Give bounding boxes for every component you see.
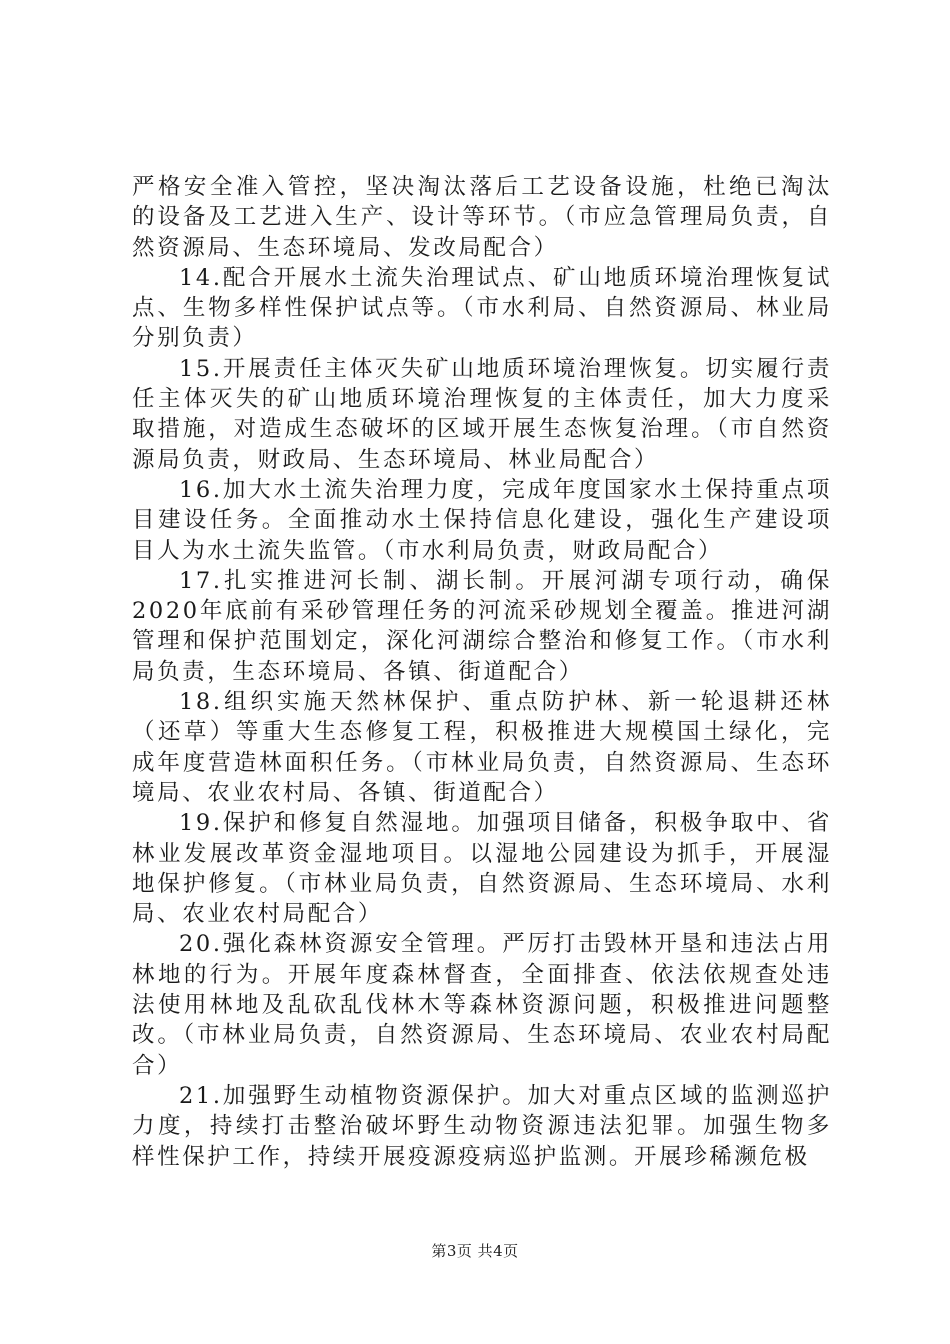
paragraph-item-14: 14.配合开展水土流失治理试点、矿山地质环境治理恢复试点、生物多样性保护试点等。（市水利局、自然资源局、林业局分别负责） (132, 264, 832, 352)
paragraph-item-15: 15.开展责任主体灭失矿山地质环境治理恢复。切实履行责任主体灭失的矿山地质环境治理恢复的主体责任，加大力度采取措施，对造成生态破坏的区域开展生态恢复治理。（市自然资源局负责，财政局、生态环境局、林业局配合） (132, 355, 832, 473)
document-body (132, 172, 832, 1172)
paragraph-item-18: 18.组织实施天然林保护、重点防护林、新一轮退耕还林（还草）等重大生态修复工程，积极推进大规模国土绿化，完成年度营造林面积任务。（市林业局负责，自然资源局、生态环境局、农业农村局、各镇、街道配合） (132, 689, 832, 806)
page-footer (0, 1240, 950, 1261)
page-number: 第3页 共4页 (431, 1242, 519, 1260)
paragraph-item-21: 21.加强野生动植物资源保护。加大对重点区域的监测巡护力度，持续打击整治破坏野生动物资源违法犯罪。加强生物多样性保护工作，持续开展疫源疫病巡护监测。开展珍稀濒危极 (132, 1082, 832, 1170)
paragraph-item-17: 17.扎实推进河长制、湖长制。开展河湖专项行动，确保2020年底前有采砂管理任务的河流采砂规划全覆盖。推进河湖管理和保护范围划定，深化河湖综合整治和修复工作。（市水利局负责，生态环境局、各镇、街道配合） (132, 567, 832, 685)
paragraph-item-19: 19.保护和修复自然湿地。加强项目储备，积极争取中、省林业发展改革资金湿地项目。以湿地公园建设为抓手，开展湿地保护修复。（市林业局负责，自然资源局、生态环境局、水利局、农业农村局配合） (132, 810, 832, 928)
paragraph-item-16: 16.加大水土流失治理力度，完成年度国家水土保持重点项目建设任务。全面推动水土保持信息化建设，强化生产建设项目人为水土流失监管。（市水利局负责，财政局配合） (132, 476, 832, 564)
paragraph-continued: 严格安全准入管控，坚决淘汰落后工艺设备设施，杜绝已淘汰的设备及工艺进入生产、设计等环节。（市应急管理局负责，自然资源局、生态环境局、发改局配合） (132, 174, 832, 261)
paragraph-item-20: 20.强化森林资源安全管理。严厉打击毁林开垦和违法占用林地的行为。开展年度森林督查，全面排查、依法依规查处违法使用林地及乱砍乱伐林木等森林资源问题，积极推进问题整改。（市林业局负责，自然资源局、生态环境局、农业农村局配合） (132, 931, 832, 1079)
